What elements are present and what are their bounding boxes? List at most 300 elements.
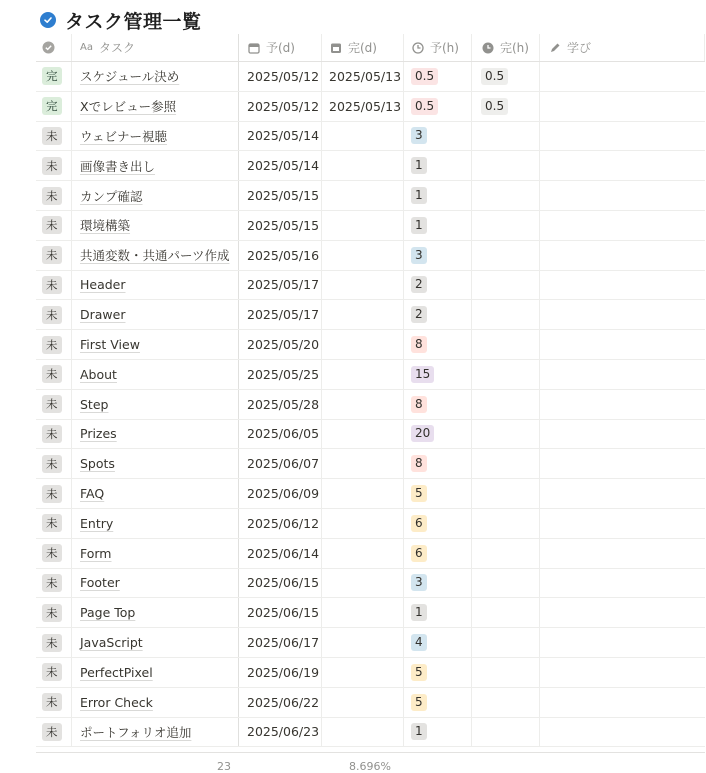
plan-date-cell[interactable] bbox=[239, 390, 322, 419]
task-title[interactable]: Drawer bbox=[80, 307, 126, 323]
task-cell[interactable] bbox=[72, 92, 239, 121]
learning-cell[interactable] bbox=[540, 181, 705, 210]
done-hours-cell[interactable] bbox=[472, 658, 540, 687]
status-cell[interactable] bbox=[36, 420, 72, 449]
status-badge[interactable]: 未 bbox=[42, 723, 62, 741]
table-row[interactable] bbox=[36, 420, 705, 450]
status-badge[interactable]: 未 bbox=[42, 663, 62, 681]
task-title[interactable]: FAQ bbox=[80, 486, 105, 502]
status-badge[interactable]: 未 bbox=[42, 693, 62, 711]
plan-date-cell[interactable] bbox=[239, 330, 322, 359]
header-plan-date[interactable]: 予(d) bbox=[239, 34, 322, 61]
status-cell[interactable] bbox=[36, 598, 72, 627]
done-date-cell[interactable] bbox=[322, 449, 404, 478]
plan-hours-cell[interactable] bbox=[404, 92, 472, 121]
status-badge[interactable]: 未 bbox=[42, 574, 62, 592]
done-hours-cell[interactable] bbox=[472, 628, 540, 657]
status-badge[interactable]: 未 bbox=[42, 634, 62, 652]
plan-hours-tag: 1 bbox=[411, 604, 427, 621]
learning-cell[interactable] bbox=[540, 598, 705, 627]
task-cell[interactable] bbox=[72, 598, 239, 627]
task-title[interactable]: Spots bbox=[80, 456, 115, 472]
plan-hours-cell[interactable] bbox=[404, 181, 472, 210]
status-badge[interactable]: 未 bbox=[42, 306, 62, 324]
plan-date: 2025/06/15 bbox=[247, 575, 320, 591]
task-cell[interactable] bbox=[72, 360, 239, 389]
done-hours-cell[interactable] bbox=[472, 241, 540, 270]
task-cell[interactable] bbox=[72, 271, 239, 300]
plan-hours-cell[interactable] bbox=[404, 539, 472, 568]
plan-hours-tag: 6 bbox=[411, 515, 427, 532]
table-row[interactable] bbox=[36, 390, 705, 420]
task-title[interactable]: Prizes bbox=[80, 426, 117, 442]
plan-hours-tag: 8 bbox=[411, 455, 427, 472]
plan-date-cell[interactable] bbox=[239, 449, 322, 478]
plan-date-cell[interactable] bbox=[239, 509, 322, 538]
done-date-cell[interactable] bbox=[322, 509, 404, 538]
plan-hours-cell[interactable] bbox=[404, 360, 472, 389]
plan-hours-tag: 3 bbox=[411, 127, 427, 144]
plan-hours-cell[interactable] bbox=[404, 241, 472, 270]
table-row[interactable] bbox=[36, 92, 705, 122]
table-row[interactable] bbox=[36, 449, 705, 479]
header-learning[interactable]: 学び bbox=[540, 34, 705, 61]
learning-cell[interactable] bbox=[540, 658, 705, 687]
done-hours-cell[interactable] bbox=[472, 479, 540, 508]
plan-date: 2025/06/17 bbox=[247, 635, 320, 651]
plan-hours-tag: 20 bbox=[411, 425, 434, 442]
plan-date: 2025/06/22 bbox=[247, 694, 320, 710]
plan-date-cell[interactable] bbox=[239, 360, 322, 389]
task-title[interactable]: Entry bbox=[80, 515, 114, 531]
done-hours-cell[interactable] bbox=[472, 360, 540, 389]
learning-cell[interactable] bbox=[540, 300, 705, 329]
table-row[interactable] bbox=[36, 509, 705, 539]
plan-date: 2025/05/28 bbox=[247, 396, 320, 412]
status-badge[interactable]: 未 bbox=[42, 246, 62, 264]
done-hours-cell[interactable] bbox=[472, 62, 540, 91]
plan-date-cell[interactable] bbox=[239, 598, 322, 627]
learning-cell[interactable] bbox=[540, 360, 705, 389]
task-title[interactable]: 画像書き出し bbox=[80, 158, 156, 174]
learning-cell[interactable] bbox=[540, 569, 705, 598]
learning-cell[interactable] bbox=[540, 718, 705, 747]
table-row[interactable] bbox=[36, 360, 705, 390]
plan-date: 2025/05/25 bbox=[247, 366, 320, 382]
table-row[interactable] bbox=[36, 300, 705, 330]
done-date-cell[interactable] bbox=[322, 181, 404, 210]
status-badge[interactable]: 未 bbox=[42, 604, 62, 622]
header-task[interactable]: Aa タスク bbox=[72, 34, 239, 61]
table-row[interactable] bbox=[36, 479, 705, 509]
status-badge[interactable]: 未 bbox=[42, 455, 62, 473]
table-row[interactable] bbox=[36, 628, 705, 658]
plan-date: 2025/06/15 bbox=[247, 605, 320, 621]
calendar-check-icon bbox=[329, 41, 342, 54]
done-hours-cell[interactable] bbox=[472, 122, 540, 151]
task-cell[interactable] bbox=[72, 241, 239, 270]
plan-hours-tag: 15 bbox=[411, 366, 434, 383]
table-row[interactable] bbox=[36, 241, 705, 271]
plan-date: 2025/05/17 bbox=[247, 277, 320, 293]
done-date-cell[interactable] bbox=[322, 211, 404, 240]
pencil-icon bbox=[548, 41, 561, 54]
task-title[interactable]: Error Check bbox=[80, 694, 153, 710]
footer-percent: 8.696% bbox=[349, 760, 391, 773]
plan-date: 2025/05/16 bbox=[247, 247, 320, 263]
task-title[interactable]: Xでレビュー参照 bbox=[80, 99, 177, 115]
clock-icon bbox=[411, 41, 424, 54]
done-hours-cell[interactable] bbox=[472, 181, 540, 210]
done-date-cell[interactable] bbox=[322, 300, 404, 329]
learning-cell[interactable] bbox=[540, 390, 705, 419]
status-badge[interactable]: 未 bbox=[42, 216, 62, 234]
plan-date: 2025/06/12 bbox=[247, 515, 320, 531]
clock-filled-icon bbox=[481, 41, 494, 54]
status-badge[interactable]: 未 bbox=[42, 365, 62, 383]
learning-cell[interactable] bbox=[540, 62, 705, 91]
plan-hours-tag: 2 bbox=[411, 306, 427, 323]
done-date-cell[interactable] bbox=[322, 360, 404, 389]
plan-hours-cell[interactable] bbox=[404, 420, 472, 449]
learning-cell[interactable] bbox=[540, 241, 705, 270]
table-row[interactable] bbox=[36, 598, 705, 628]
done-date-cell[interactable] bbox=[322, 271, 404, 300]
done-hours-cell[interactable] bbox=[472, 330, 540, 359]
status-badge[interactable]: 完 bbox=[42, 97, 62, 115]
task-cell[interactable] bbox=[72, 658, 239, 687]
task-cell[interactable] bbox=[72, 420, 239, 449]
done-hours-cell[interactable] bbox=[472, 271, 540, 300]
done-date-cell[interactable] bbox=[322, 122, 404, 151]
status-badge[interactable]: 未 bbox=[42, 514, 62, 532]
plan-hours-cell[interactable] bbox=[404, 122, 472, 151]
plan-hours-cell[interactable] bbox=[404, 718, 472, 747]
header-done-hours[interactable]: 完(h) bbox=[472, 34, 540, 61]
done-hours-tag: 0.5 bbox=[481, 68, 508, 85]
table-row[interactable] bbox=[36, 211, 705, 241]
status-badge[interactable]: 未 bbox=[42, 544, 62, 562]
done-hours-tag: 0.5 bbox=[481, 98, 508, 115]
task-cell[interactable] bbox=[72, 300, 239, 329]
status-cell[interactable] bbox=[36, 509, 72, 538]
plan-hours-tag: 1 bbox=[411, 217, 427, 234]
task-cell[interactable] bbox=[72, 479, 239, 508]
plan-hours-tag: 5 bbox=[411, 485, 427, 502]
task-cell[interactable] bbox=[72, 211, 239, 240]
plan-hours-tag: 0.5 bbox=[411, 98, 438, 115]
task-title[interactable]: カンプ確認 bbox=[80, 188, 143, 204]
done-hours-cell[interactable] bbox=[472, 211, 540, 240]
done-hours-cell[interactable] bbox=[472, 151, 540, 180]
status-cell[interactable] bbox=[36, 539, 72, 568]
status-cell[interactable] bbox=[36, 718, 72, 747]
task-cell[interactable] bbox=[72, 122, 239, 151]
task-title[interactable]: JavaScript bbox=[80, 635, 143, 651]
done-date-cell[interactable] bbox=[322, 569, 404, 598]
plan-hours-cell[interactable] bbox=[404, 688, 472, 717]
done-date-cell[interactable] bbox=[322, 330, 404, 359]
task-cell[interactable] bbox=[72, 181, 239, 210]
done-hours-cell[interactable] bbox=[472, 449, 540, 478]
page-title: タスク管理一覧 bbox=[65, 10, 202, 33]
learning-cell[interactable] bbox=[540, 628, 705, 657]
task-table bbox=[36, 34, 705, 747]
task-title[interactable]: Header bbox=[80, 277, 126, 293]
task-title[interactable]: About bbox=[80, 366, 117, 382]
task-title[interactable]: ポートフォリオ追加 bbox=[80, 724, 192, 740]
done-date: 2025/05/13 bbox=[329, 98, 402, 114]
plan-hours-cell[interactable] bbox=[404, 509, 472, 538]
plan-hours-tag: 5 bbox=[411, 694, 427, 711]
learning-cell[interactable] bbox=[540, 211, 705, 240]
done-date-cell[interactable] bbox=[322, 420, 404, 449]
task-cell[interactable] bbox=[72, 390, 239, 419]
plan-hours-tag: 8 bbox=[411, 336, 427, 353]
learning-cell[interactable] bbox=[540, 271, 705, 300]
status-cell[interactable] bbox=[36, 628, 72, 657]
plan-date-cell[interactable] bbox=[239, 718, 322, 747]
plan-hours-cell[interactable] bbox=[404, 62, 472, 91]
plan-hours-cell[interactable] bbox=[404, 390, 472, 419]
plan-date-cell[interactable] bbox=[239, 479, 322, 508]
plan-date-cell[interactable] bbox=[239, 211, 322, 240]
status-cell[interactable] bbox=[36, 211, 72, 240]
plan-hours-tag: 3 bbox=[411, 574, 427, 591]
status-badge[interactable]: 未 bbox=[42, 187, 62, 205]
done-date-cell[interactable] bbox=[322, 658, 404, 687]
done-hours-cell[interactable] bbox=[472, 539, 540, 568]
learning-cell[interactable] bbox=[540, 420, 705, 449]
learning-cell[interactable] bbox=[540, 539, 705, 568]
plan-date-cell[interactable] bbox=[239, 241, 322, 270]
done-hours-cell[interactable] bbox=[472, 92, 540, 121]
done-date-cell[interactable] bbox=[322, 241, 404, 270]
status-badge[interactable]: 未 bbox=[42, 485, 62, 503]
plan-hours-cell[interactable] bbox=[404, 658, 472, 687]
plan-hours-tag: 0.5 bbox=[411, 68, 438, 85]
status-cell[interactable] bbox=[36, 688, 72, 717]
table-row[interactable] bbox=[36, 181, 705, 211]
task-title[interactable]: Step bbox=[80, 396, 109, 412]
status-cell[interactable] bbox=[36, 271, 72, 300]
task-title[interactable]: ウェビナー視聴 bbox=[80, 128, 168, 144]
plan-date-cell[interactable] bbox=[239, 181, 322, 210]
plan-date: 2025/05/17 bbox=[247, 307, 320, 323]
table-row[interactable] bbox=[36, 569, 705, 599]
check-circle-icon bbox=[40, 12, 56, 28]
task-cell[interactable] bbox=[72, 330, 239, 359]
header-status[interactable] bbox=[36, 34, 72, 61]
plan-date-cell[interactable] bbox=[239, 569, 322, 598]
status-cell[interactable] bbox=[36, 300, 72, 329]
status-cell[interactable] bbox=[36, 658, 72, 687]
status-cell[interactable] bbox=[36, 181, 72, 210]
plan-hours-tag: 1 bbox=[411, 157, 427, 174]
plan-hours-cell[interactable] bbox=[404, 598, 472, 627]
learning-cell[interactable] bbox=[540, 330, 705, 359]
table-header bbox=[36, 34, 705, 62]
task-cell[interactable] bbox=[72, 449, 239, 478]
status-cell[interactable] bbox=[36, 360, 72, 389]
status-cell[interactable] bbox=[36, 479, 72, 508]
plan-hours-cell[interactable] bbox=[404, 211, 472, 240]
table-row[interactable] bbox=[36, 688, 705, 718]
learning-cell[interactable] bbox=[540, 449, 705, 478]
done-hours-cell[interactable] bbox=[472, 718, 540, 747]
task-title[interactable]: 環境構築 bbox=[80, 218, 131, 234]
status-cell[interactable] bbox=[36, 92, 72, 121]
status-cell[interactable] bbox=[36, 449, 72, 478]
status-cell[interactable] bbox=[36, 241, 72, 270]
plan-hours-tag: 3 bbox=[411, 247, 427, 264]
plan-hours-tag: 1 bbox=[411, 723, 427, 740]
learning-cell[interactable] bbox=[540, 122, 705, 151]
plan-date: 2025/05/20 bbox=[247, 337, 320, 353]
plan-hours-cell[interactable] bbox=[404, 300, 472, 329]
task-title[interactable]: Page Top bbox=[80, 605, 136, 621]
plan-hours-tag: 8 bbox=[411, 396, 427, 413]
task-cell[interactable] bbox=[72, 151, 239, 180]
done-date-cell[interactable] bbox=[322, 628, 404, 657]
plan-date-cell[interactable] bbox=[239, 271, 322, 300]
task-title[interactable]: スケジュール決め bbox=[80, 69, 180, 85]
plan-hours-cell[interactable] bbox=[404, 569, 472, 598]
text-property-icon: Aa bbox=[80, 42, 93, 53]
plan-date-cell[interactable] bbox=[239, 688, 322, 717]
task-title[interactable]: First View bbox=[80, 337, 140, 353]
plan-date-cell[interactable] bbox=[239, 300, 322, 329]
plan-date: 2025/06/19 bbox=[247, 664, 320, 680]
learning-cell[interactable] bbox=[540, 92, 705, 121]
done-date-cell[interactable] bbox=[322, 539, 404, 568]
header-plan-hours[interactable]: 予(h) bbox=[404, 34, 472, 61]
status-badge[interactable]: 未 bbox=[42, 425, 62, 443]
status-cell[interactable] bbox=[36, 122, 72, 151]
plan-date-cell[interactable] bbox=[239, 539, 322, 568]
status-badge[interactable]: 未 bbox=[42, 336, 62, 354]
plan-date: 2025/05/15 bbox=[247, 188, 320, 204]
status-check-icon bbox=[42, 41, 55, 54]
plan-date-cell[interactable] bbox=[239, 122, 322, 151]
done-hours-cell[interactable] bbox=[472, 598, 540, 627]
status-badge[interactable]: 完 bbox=[42, 67, 62, 85]
plan-date-cell[interactable] bbox=[239, 92, 322, 121]
table-row[interactable] bbox=[36, 330, 705, 360]
plan-hours-cell[interactable] bbox=[404, 479, 472, 508]
plan-date-cell[interactable] bbox=[239, 628, 322, 657]
plan-hours-cell[interactable] bbox=[404, 449, 472, 478]
table-footer-divider bbox=[36, 752, 705, 753]
status-cell[interactable] bbox=[36, 390, 72, 419]
task-title[interactable]: Form bbox=[80, 545, 112, 561]
plan-date: 2025/05/14 bbox=[247, 158, 320, 174]
plan-date: 2025/06/05 bbox=[247, 426, 320, 442]
learning-cell[interactable] bbox=[540, 509, 705, 538]
plan-date-cell[interactable] bbox=[239, 658, 322, 687]
status-badge[interactable]: 未 bbox=[42, 395, 62, 413]
done-date-cell[interactable] bbox=[322, 62, 404, 91]
plan-hours-tag: 6 bbox=[411, 545, 427, 562]
done-date-cell[interactable] bbox=[322, 598, 404, 627]
done-hours-cell[interactable] bbox=[472, 420, 540, 449]
table-row[interactable] bbox=[36, 151, 705, 181]
plan-hours-cell[interactable] bbox=[404, 271, 472, 300]
done-hours-cell[interactable] bbox=[472, 390, 540, 419]
plan-hours-cell[interactable] bbox=[404, 151, 472, 180]
plan-date: 2025/06/14 bbox=[247, 545, 320, 561]
task-cell[interactable] bbox=[72, 718, 239, 747]
plan-hours-tag: 1 bbox=[411, 187, 427, 204]
done-date-cell[interactable] bbox=[322, 479, 404, 508]
plan-hours-cell[interactable] bbox=[404, 628, 472, 657]
table-row[interactable] bbox=[36, 62, 705, 92]
status-cell[interactable] bbox=[36, 151, 72, 180]
plan-date-cell[interactable] bbox=[239, 151, 322, 180]
table-row[interactable] bbox=[36, 122, 705, 152]
status-badge[interactable]: 未 bbox=[42, 157, 62, 175]
done-date-cell[interactable] bbox=[322, 92, 404, 121]
task-title[interactable]: Footer bbox=[80, 575, 120, 591]
calendar-icon bbox=[247, 41, 260, 54]
plan-date: 2025/06/23 bbox=[247, 724, 320, 740]
learning-cell[interactable] bbox=[540, 688, 705, 717]
done-hours-cell[interactable] bbox=[472, 300, 540, 329]
table-row[interactable] bbox=[36, 539, 705, 569]
done-date-cell[interactable] bbox=[322, 390, 404, 419]
learning-cell[interactable] bbox=[540, 479, 705, 508]
task-cell[interactable] bbox=[72, 509, 239, 538]
plan-date-cell[interactable] bbox=[239, 62, 322, 91]
done-hours-cell[interactable] bbox=[472, 509, 540, 538]
table-row[interactable] bbox=[36, 658, 705, 688]
task-cell[interactable] bbox=[72, 539, 239, 568]
plan-hours-cell[interactable] bbox=[404, 330, 472, 359]
task-cell[interactable] bbox=[72, 628, 239, 657]
status-cell[interactable] bbox=[36, 330, 72, 359]
task-cell[interactable] bbox=[72, 688, 239, 717]
task-cell[interactable] bbox=[72, 569, 239, 598]
plan-hours-tag: 5 bbox=[411, 664, 427, 681]
status-cell[interactable] bbox=[36, 569, 72, 598]
done-date-cell[interactable] bbox=[322, 688, 404, 717]
header-done-date[interactable]: 完(d) bbox=[322, 34, 404, 61]
task-cell[interactable] bbox=[72, 62, 239, 91]
done-hours-cell[interactable] bbox=[472, 688, 540, 717]
status-badge[interactable]: 未 bbox=[42, 127, 62, 145]
plan-hours-tag: 2 bbox=[411, 276, 427, 293]
task-title[interactable]: 共通変数・共通パーツ作成 bbox=[80, 248, 230, 264]
plan-date: 2025/05/15 bbox=[247, 217, 320, 233]
plan-date: 2025/05/14 bbox=[247, 128, 320, 144]
plan-date: 2025/05/12 bbox=[247, 98, 320, 114]
plan-date-cell[interactable] bbox=[239, 420, 322, 449]
done-date: 2025/05/13 bbox=[329, 68, 402, 84]
table-row[interactable] bbox=[36, 271, 705, 301]
status-badge[interactable]: 未 bbox=[42, 276, 62, 294]
done-hours-cell[interactable] bbox=[472, 569, 540, 598]
page-title-row bbox=[40, 6, 202, 34]
learning-cell[interactable] bbox=[540, 151, 705, 180]
plan-date: 2025/06/09 bbox=[247, 486, 320, 502]
table-row[interactable] bbox=[36, 718, 705, 748]
plan-hours-tag: 4 bbox=[411, 634, 427, 651]
done-date-cell[interactable] bbox=[322, 718, 404, 747]
footer-count: 23 bbox=[217, 760, 231, 773]
done-date-cell[interactable] bbox=[322, 151, 404, 180]
status-cell[interactable] bbox=[36, 62, 72, 91]
task-title[interactable]: PerfectPixel bbox=[80, 664, 153, 680]
